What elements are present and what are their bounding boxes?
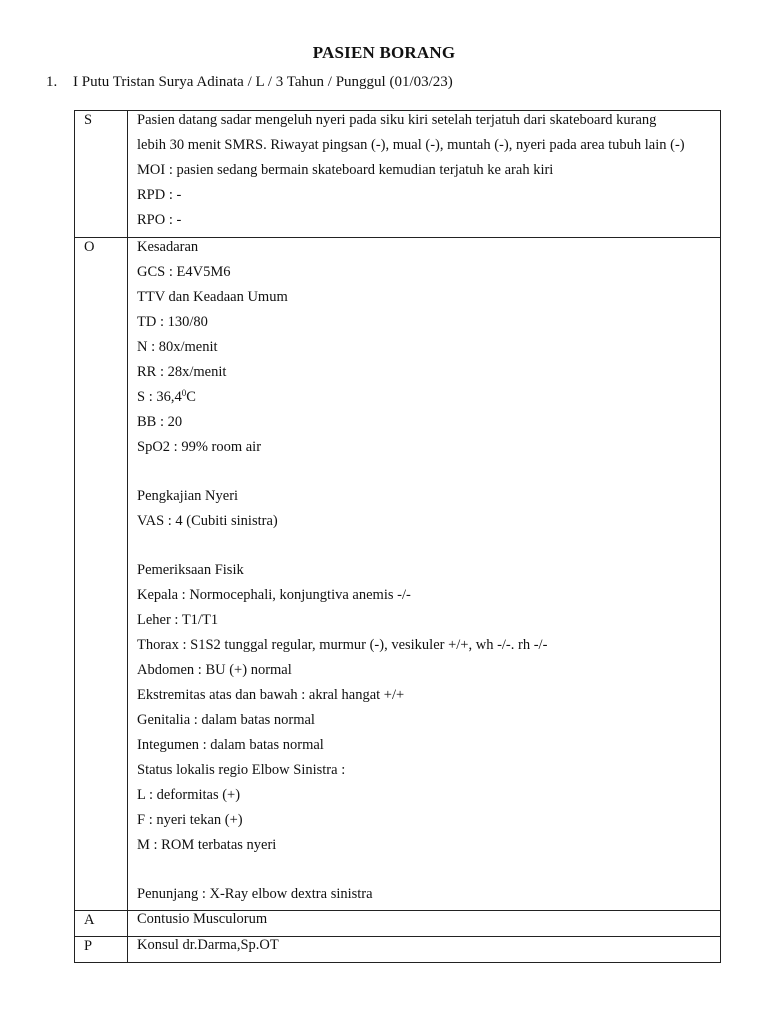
status-lokalis-heading: Status lokalis regio Elbow Sinistra : xyxy=(137,762,346,778)
patient-identity-line xyxy=(46,74,453,91)
subjective-line-2: lebih 30 menit SMRS. Riwayat pingsan (-), mual (-), muntah (-), nyeri pada area tubuh lain (-) xyxy=(137,137,685,153)
abdomen-finding: Abdomen : BU (+) normal xyxy=(137,662,292,678)
plan-text: Konsul dr.Darma,Sp.OT xyxy=(128,937,721,963)
soap-code-p: P xyxy=(75,937,128,963)
thorax-finding: Thorax : S1S2 tunggal regular, murmur (-), vesikuler +/+, wh -/-. rh -/- xyxy=(137,637,548,653)
bb-value: BB : 20 xyxy=(137,414,183,430)
n-value: N : 80x/menit xyxy=(137,339,218,355)
gcs-value: GCS : E4V5M6 xyxy=(137,264,231,280)
move-finding: M : ROM terbatas nyeri xyxy=(137,837,277,853)
look-finding: L : deformitas (+) xyxy=(137,787,241,803)
soap-code-a: A xyxy=(75,911,128,937)
rr-value: RR : 28x/menit xyxy=(137,364,227,380)
soap-row-assessment xyxy=(75,911,721,937)
soap-code-s: S xyxy=(75,111,128,238)
penunjang-finding: Penunjang : X-Ray elbow dextra sinistra xyxy=(137,886,373,902)
blank-line xyxy=(137,463,716,487)
feel-finding: F : nyeri tekan (+) xyxy=(137,812,243,828)
vas-value: VAS : 4 (Cubiti sinistra) xyxy=(137,513,278,529)
pemeriksaan-fisik-heading: Pemeriksaan Fisik xyxy=(137,562,244,578)
blank-line xyxy=(137,861,716,885)
soap-content-subjective xyxy=(128,111,721,238)
nyeri-heading: Pengkajian Nyeri xyxy=(137,488,239,504)
soap-content-objective xyxy=(128,238,721,911)
document-title: PASIEN BORANG xyxy=(312,43,456,62)
subjective-line-1: Pasien datang sadar mengeluh nyeri pada siku kiri setelah terjatuh dari skateboard kurang xyxy=(137,112,657,128)
soap-row-subjective xyxy=(75,111,721,238)
list-number: 1. xyxy=(46,74,58,90)
ttv-heading: TTV dan Keadaan Umum xyxy=(137,289,288,305)
subjective-line-moi: MOI : pasien sedang bermain skateboard kemudian terjatuh ke arah kiri xyxy=(137,162,554,178)
assessment-text: Contusio Musculorum xyxy=(128,911,721,937)
soap-row-plan xyxy=(75,937,721,963)
soap-row-objective xyxy=(75,238,721,911)
temperature-value xyxy=(137,388,716,413)
subjective-line-rpd: RPD : - xyxy=(137,187,182,203)
kesadaran-heading: Kesadaran xyxy=(137,239,199,255)
temperature-prefix: S : 36,4 xyxy=(137,389,182,405)
blank-line xyxy=(137,537,716,561)
td-value: TD : 130/80 xyxy=(137,314,208,330)
temperature-unit: C xyxy=(186,389,196,405)
integumen-finding: Integumen : dalam batas normal xyxy=(137,737,324,753)
temperature-degree: 0 xyxy=(181,388,187,398)
patient-identity-text: I Putu Tristan Surya Adinata / L / 3 Tahun / Punggul (01/03/23) xyxy=(73,74,453,90)
spo2-value: SpO2 : 99% room air xyxy=(137,439,262,455)
soap-table xyxy=(74,110,721,963)
leher-finding: Leher : T1/T1 xyxy=(137,612,219,628)
kepala-finding: Kepala : Normocephali, konjungtiva anemis -/- xyxy=(137,587,411,603)
genitalia-finding: Genitalia : dalam batas normal xyxy=(137,712,315,728)
soap-code-o: O xyxy=(75,238,128,911)
subjective-line-rpo: RPO : - xyxy=(137,212,182,228)
ekstremitas-finding: Ekstremitas atas dan bawah : akral hangat +/+ xyxy=(137,687,405,703)
